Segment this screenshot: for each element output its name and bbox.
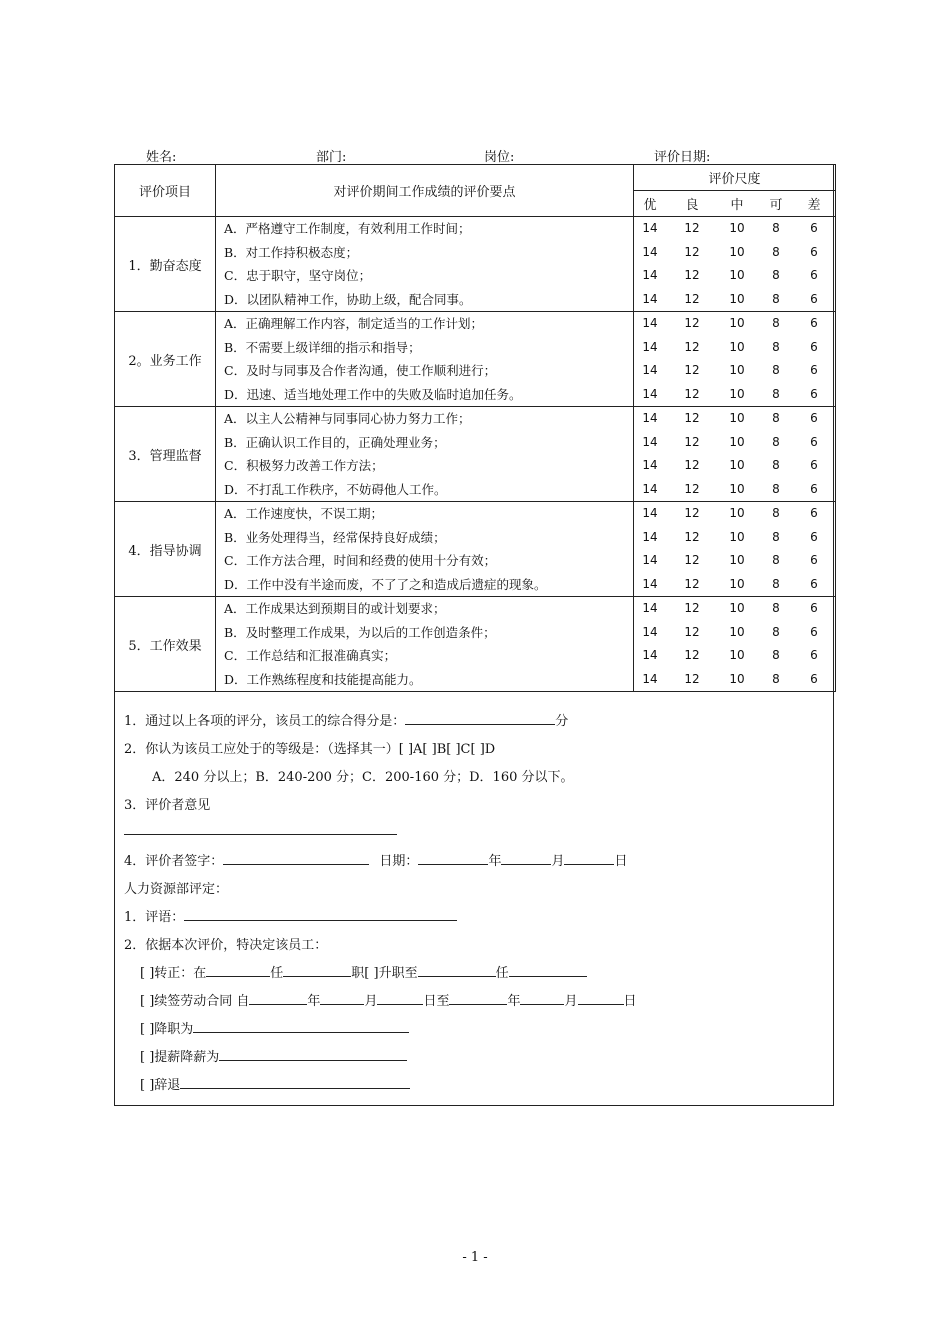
score-option[interactable]: 12 <box>684 386 700 401</box>
grade-header <box>634 191 836 217</box>
score-option[interactable]: 8 <box>772 506 780 520</box>
signature-label: 4．评价者签字： <box>124 854 224 869</box>
criterion-item: C．及时与同事及合作者沟通，使工作顺利进行； <box>224 363 497 378</box>
score-option[interactable]: 8 <box>772 529 780 544</box>
score-option[interactable]: 10 <box>729 601 745 615</box>
criteria-list <box>216 217 634 312</box>
criteria-list <box>216 502 634 597</box>
option-salary-text: [ ]提薪降薪为 <box>140 1050 220 1065</box>
criterion-item: B．正确认识工作目的，正确处理业务； <box>224 434 446 450</box>
category-name: 2。业务工作 <box>115 312 216 407</box>
score-row <box>634 549 835 573</box>
grade-excellent: 优 <box>643 198 657 213</box>
score-option[interactable]: 6 <box>810 339 818 354</box>
score-row <box>634 217 835 241</box>
score-row <box>634 526 835 550</box>
score-option[interactable]: 12 <box>684 481 700 496</box>
category-name: 5．工作效果 <box>115 597 216 692</box>
score-option[interactable]: 14 <box>642 553 658 567</box>
criterion-item: D．不打乱工作秩序，不妨碍他人工作。 <box>224 481 447 497</box>
score-option[interactable]: 6 <box>810 363 818 377</box>
score-row <box>634 502 835 526</box>
option-dismiss-text: [ ]辞退 <box>140 1078 181 1093</box>
score-option[interactable]: 14 <box>642 339 658 354</box>
score-option[interactable]: 12 <box>684 506 700 520</box>
score-option[interactable]: 12 <box>684 339 700 354</box>
score-list <box>634 312 836 407</box>
criteria-list <box>216 597 634 692</box>
col-header-points: 对评价期间工作成绩的评价要点 <box>216 165 634 217</box>
score-option[interactable]: 6 <box>810 671 818 686</box>
score-option[interactable]: 6 <box>810 648 818 662</box>
criterion-item: A．工作速度快，不误工期； <box>224 506 384 521</box>
page-number: - 1 - <box>462 1250 488 1265</box>
criteria-list <box>216 312 634 407</box>
score-option[interactable]: 12 <box>684 576 700 591</box>
category-name: 4．指导协调 <box>115 502 216 597</box>
score-option[interactable]: 12 <box>684 221 700 235</box>
renew-month-label-2: 月 <box>564 994 578 1009</box>
score-option[interactable]: 10 <box>729 291 745 306</box>
renew-year-label-2: 年 <box>507 994 521 1009</box>
score-option[interactable]: 10 <box>729 481 745 496</box>
score-option[interactable]: 10 <box>729 411 745 425</box>
department-label: 部门: <box>316 150 347 165</box>
score-option[interactable]: 14 <box>642 244 658 259</box>
score-row <box>634 383 835 407</box>
option-formal[interactable] <box>140 962 587 981</box>
score-option[interactable]: 8 <box>772 576 780 591</box>
score-option[interactable]: 12 <box>684 291 700 306</box>
grade-good: 良 <box>685 198 699 213</box>
score-option[interactable]: 6 <box>810 601 818 615</box>
col-header-scale: 评价尺度 <box>634 165 836 191</box>
score-option[interactable]: 6 <box>810 529 818 544</box>
score-row <box>634 359 835 383</box>
score-option[interactable]: 12 <box>684 411 700 425</box>
score-row <box>634 597 835 621</box>
score-option[interactable]: 8 <box>772 268 780 282</box>
position-label: 岗位: <box>484 150 515 165</box>
score-option[interactable]: 14 <box>642 458 658 472</box>
score-option[interactable]: 6 <box>810 506 818 520</box>
score-option[interactable]: 8 <box>772 291 780 306</box>
score-option[interactable]: 6 <box>810 291 818 306</box>
option-formal-text-d: 任 <box>495 966 509 981</box>
category-rows <box>115 217 836 692</box>
score-option[interactable]: 8 <box>772 553 780 567</box>
hr-comment-line <box>124 906 457 925</box>
hr-title: 人力资源部评定： <box>124 882 229 897</box>
sign-month-field[interactable] <box>501 852 551 865</box>
score-list <box>634 217 836 312</box>
total-score-prompt: 1．通过以上各项的评分，该员工的综合得分是： <box>124 714 406 729</box>
criterion-item: D．迅速、适当地处理工作中的失败及临时追加任务。 <box>224 386 522 402</box>
decision-label: 2．依据本次评价，特决定该员工： <box>124 938 328 953</box>
score-row <box>634 668 835 692</box>
score-option[interactable]: 10 <box>729 576 745 591</box>
score-option[interactable]: 8 <box>772 434 780 449</box>
score-option[interactable]: 14 <box>642 601 658 615</box>
score-option[interactable]: 6 <box>810 624 818 639</box>
criterion-item: C．忠于职守，坚守岗位； <box>224 268 372 283</box>
criterion-item: B．不需要上级详细的指示和指导； <box>224 339 421 355</box>
score-option[interactable]: 8 <box>772 244 780 259</box>
sign-day-field[interactable] <box>564 852 614 865</box>
grade-options: A．240 分以上；B．240-200 分；C．200-160 分；D．160 分以下。 <box>152 770 574 785</box>
score-option[interactable]: 14 <box>642 363 658 377</box>
score-option[interactable]: 12 <box>684 363 700 377</box>
score-option[interactable]: 10 <box>729 363 745 377</box>
renew-year-label-1: 年 <box>307 994 321 1009</box>
score-row <box>634 573 835 597</box>
score-option[interactable]: 10 <box>729 506 745 520</box>
score-option[interactable]: 12 <box>684 671 700 686</box>
score-option[interactable]: 8 <box>772 671 780 686</box>
category-row-diligence <box>115 217 836 312</box>
score-option[interactable]: 10 <box>729 221 745 235</box>
col-header-item: 评价项目 <box>115 165 216 217</box>
score-option[interactable]: 14 <box>642 529 658 544</box>
score-option[interactable]: 12 <box>684 624 700 639</box>
option-formal-text-b: 任 <box>270 966 284 981</box>
option-renew-contract[interactable] <box>140 990 637 1009</box>
score-row <box>634 407 835 431</box>
category-row-coordination <box>115 502 836 597</box>
score-option[interactable]: 8 <box>772 221 780 235</box>
score-option[interactable]: 14 <box>642 576 658 591</box>
score-row <box>634 644 835 668</box>
score-option[interactable]: 6 <box>810 481 818 496</box>
criterion-item: D．工作熟练程度和技能提高能力。 <box>224 671 422 687</box>
total-score-field[interactable] <box>405 712 555 725</box>
score-row <box>634 336 835 360</box>
name-label: 姓名: <box>146 150 177 165</box>
score-option[interactable]: 10 <box>729 624 745 639</box>
grade-poor: 差 <box>807 198 821 213</box>
evaluation-table <box>114 164 836 692</box>
score-option[interactable]: 10 <box>729 244 745 259</box>
score-option[interactable]: 6 <box>810 411 818 425</box>
score-option[interactable]: 10 <box>729 386 745 401</box>
score-option[interactable]: 12 <box>684 244 700 259</box>
option-dismiss[interactable] <box>140 1074 410 1093</box>
score-option[interactable]: 10 <box>729 648 745 662</box>
category-row-business <box>115 312 836 407</box>
criterion-item: D．以团队精神工作，协助上级，配合同事。 <box>224 291 472 307</box>
score-option[interactable]: 8 <box>772 363 780 377</box>
score-option[interactable]: 14 <box>642 386 658 401</box>
score-option[interactable]: 8 <box>772 339 780 354</box>
criteria-list <box>216 407 634 502</box>
score-option[interactable]: 6 <box>810 268 818 282</box>
score-option[interactable]: 14 <box>642 316 658 330</box>
score-option[interactable]: 12 <box>684 529 700 544</box>
criterion-item: B．业务处理得当，经常保持良好成绩； <box>224 529 446 545</box>
score-option[interactable]: 14 <box>642 411 658 425</box>
score-option[interactable]: 12 <box>684 316 700 330</box>
score-option[interactable]: 14 <box>642 434 658 449</box>
score-option[interactable]: 6 <box>810 576 818 591</box>
score-list <box>634 597 836 692</box>
score-option[interactable]: 8 <box>772 386 780 401</box>
option-salary-change[interactable] <box>140 1046 407 1065</box>
score-option[interactable]: 10 <box>729 529 745 544</box>
option-demote[interactable] <box>140 1018 409 1037</box>
score-row <box>634 431 835 455</box>
score-list <box>634 407 836 502</box>
opinion-field[interactable] <box>124 822 397 839</box>
score-option[interactable]: 14 <box>642 506 658 520</box>
criterion-item: A．以主人公精神与同事同心协力努力工作； <box>224 411 471 426</box>
score-option[interactable]: 8 <box>772 624 780 639</box>
score-row <box>634 241 835 265</box>
score-option[interactable]: 10 <box>729 671 745 686</box>
score-option[interactable]: 14 <box>642 671 658 686</box>
criterion-item: B．及时整理工作成果，为以后的工作创造条件； <box>224 624 496 640</box>
score-row <box>634 621 835 645</box>
category-name: 1．勤奋态度 <box>115 217 216 312</box>
score-row <box>634 478 835 502</box>
criterion-item: B．对工作持积极态度； <box>224 244 359 260</box>
criterion-item: A．工作成果达到预期目的或计划要求； <box>224 601 446 616</box>
renew-month-label-1: 月 <box>364 994 378 1009</box>
score-option[interactable]: 10 <box>729 458 745 472</box>
criterion-item: D．工作中没有半途而废，不了了之和造成后遗症的现象。 <box>224 576 547 592</box>
grade-fair: 可 <box>769 198 783 213</box>
category-row-results <box>115 597 836 692</box>
criterion-item: A．严格遵守工作制度，有效利用工作时间； <box>224 221 471 236</box>
score-option[interactable]: 12 <box>684 268 700 282</box>
score-option[interactable]: 6 <box>810 221 818 235</box>
criterion-item: C．积极努力改善工作方法； <box>224 458 384 473</box>
renew-day-label-2: 日 <box>623 994 637 1009</box>
grade-choice-line[interactable]: 2．你认为该员工应处于的等级是：（选择其一）[ ]A[ ]B[ ]C[ ]D <box>124 742 496 757</box>
score-option[interactable]: 12 <box>684 601 700 615</box>
score-option[interactable]: 14 <box>642 291 658 306</box>
score-option[interactable]: 12 <box>684 458 700 472</box>
option-formal-text-c: 职[ ]升职至 <box>351 966 418 981</box>
option-renew-text: [ ]续签劳动合同 自 <box>140 994 250 1009</box>
score-option[interactable]: 8 <box>772 458 780 472</box>
score-option[interactable]: 10 <box>729 268 745 282</box>
score-list <box>634 502 836 597</box>
month-label: 月 <box>551 854 565 869</box>
sign-year-field[interactable] <box>418 852 488 865</box>
score-option[interactable]: 6 <box>810 434 818 449</box>
sign-date-label: 日期： <box>379 854 419 869</box>
score-option[interactable]: 14 <box>642 221 658 235</box>
signature-field[interactable] <box>223 852 369 865</box>
score-option[interactable]: 12 <box>684 648 700 662</box>
option-formal-text-a: [ ]转正：在 <box>140 966 207 981</box>
total-score-line <box>124 710 568 729</box>
evaluator-opinion-label: 3．评价者意见 <box>124 798 211 813</box>
score-option[interactable]: 8 <box>772 316 780 330</box>
hr-comment-label: 1．评语： <box>124 910 185 925</box>
score-option[interactable]: 10 <box>729 434 745 449</box>
category-row-management <box>115 407 836 502</box>
score-row <box>634 454 835 478</box>
renew-to-label: 日至 <box>423 994 450 1009</box>
criterion-item: C．工作方法合理，时间和经费的使用十分有效； <box>224 553 497 568</box>
score-option[interactable]: 8 <box>772 601 780 615</box>
year-label: 年 <box>488 854 502 869</box>
score-option[interactable]: 14 <box>642 648 658 662</box>
grade-medium: 中 <box>730 198 744 213</box>
score-row <box>634 312 835 336</box>
score-option[interactable]: 14 <box>642 481 658 496</box>
score-option[interactable]: 14 <box>642 268 658 282</box>
score-option[interactable]: 6 <box>810 316 818 330</box>
score-option[interactable]: 8 <box>772 648 780 662</box>
hr-comment-field[interactable] <box>184 908 457 921</box>
score-row <box>634 288 835 312</box>
score-option[interactable]: 10 <box>729 339 745 354</box>
criterion-item: A．正确理解工作内容，制定适当的工作计划； <box>224 316 484 331</box>
option-demote-text: [ ]降职为 <box>140 1022 194 1037</box>
day-label: 日 <box>614 854 628 869</box>
score-option[interactable]: 14 <box>642 624 658 639</box>
score-option[interactable]: 6 <box>810 386 818 401</box>
score-option[interactable]: 12 <box>684 553 700 567</box>
criterion-item: C．工作总结和汇报准确真实； <box>224 648 397 663</box>
score-option[interactable]: 8 <box>772 481 780 496</box>
score-row <box>634 264 835 288</box>
score-option[interactable]: 10 <box>729 553 745 567</box>
score-option[interactable]: 12 <box>684 434 700 449</box>
score-option[interactable]: 8 <box>772 411 780 425</box>
category-name: 3．管理监督 <box>115 407 216 502</box>
score-option[interactable]: 6 <box>810 553 818 567</box>
score-option[interactable]: 10 <box>729 316 745 330</box>
score-option[interactable]: 6 <box>810 244 818 259</box>
total-score-unit: 分 <box>555 714 569 729</box>
evaluation-date-label: 评价日期: <box>654 150 711 165</box>
score-option[interactable]: 6 <box>810 458 818 472</box>
signature-line <box>124 850 627 869</box>
